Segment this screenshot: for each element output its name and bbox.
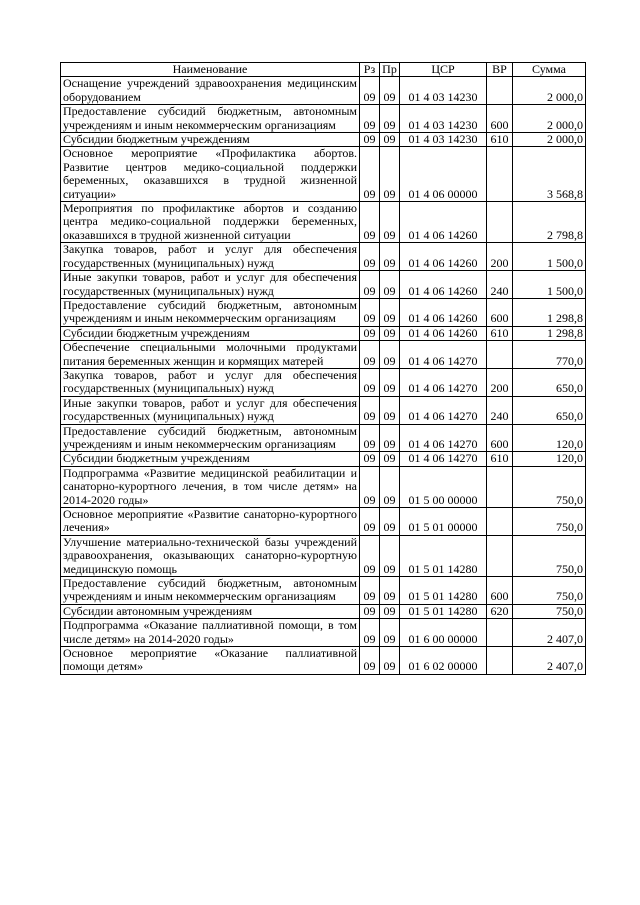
row-pr: 09 xyxy=(380,535,400,576)
row-name: Подпрограмма «Развитие медицинской реабилитации и санаторно-курортного лечения, в том числе детям» на 2014-2020 годы» xyxy=(61,466,360,507)
header-rz: Рз xyxy=(360,63,380,77)
row-sum: 2 407,0 xyxy=(513,647,586,675)
table-row xyxy=(61,466,586,507)
row-name: Предоставление субсидий бюджетным, автономным учреждениям и иным некоммерческим организациям xyxy=(61,105,360,133)
row-pr: 09 xyxy=(380,341,400,369)
row-csr: 01 5 01 00000 xyxy=(400,508,487,536)
row-vr: 200 xyxy=(487,243,513,271)
row-rz: 09 xyxy=(360,105,380,133)
row-pr: 09 xyxy=(380,466,400,507)
row-rz: 09 xyxy=(360,368,380,396)
row-sum: 2 000,0 xyxy=(513,133,586,147)
row-name: Иные закупки товаров, работ и услуг для обеспечения государственных (муниципальных) нужд xyxy=(61,396,360,424)
row-pr: 09 xyxy=(380,147,400,202)
table-row xyxy=(61,452,586,466)
table-row xyxy=(61,535,586,576)
row-csr: 01 4 06 14270 xyxy=(400,341,487,369)
row-rz: 09 xyxy=(360,647,380,675)
row-rz: 09 xyxy=(360,619,380,647)
row-vr: 200 xyxy=(487,368,513,396)
row-name: Предоставление субсидий бюджетным, автономным учреждениям и иным некоммерческим организациям xyxy=(61,424,360,452)
row-sum: 2 000,0 xyxy=(513,105,586,133)
table-row xyxy=(61,77,586,105)
row-csr: 01 4 03 14230 xyxy=(400,77,487,105)
table-row xyxy=(61,647,586,675)
table-header-row xyxy=(61,63,586,77)
row-name: Предоставление субсидий бюджетным, автономным учреждениям и иным некоммерческим организациям xyxy=(61,298,360,326)
row-pr: 09 xyxy=(380,105,400,133)
row-pr: 09 xyxy=(380,243,400,271)
row-name: Подпрограмма «Оказание паллиативной помощи, в том числе детям» на 2014-2020 годы» xyxy=(61,619,360,647)
row-vr: 610 xyxy=(487,133,513,147)
row-pr: 09 xyxy=(380,577,400,605)
row-pr: 09 xyxy=(380,396,400,424)
row-csr: 01 4 06 14270 xyxy=(400,452,487,466)
table-row xyxy=(61,577,586,605)
row-csr: 01 5 01 14280 xyxy=(400,577,487,605)
row-sum: 2 000,0 xyxy=(513,77,586,105)
row-rz: 09 xyxy=(360,396,380,424)
table-row xyxy=(61,341,586,369)
row-rz: 09 xyxy=(360,326,380,340)
table-row xyxy=(61,508,586,536)
table-row xyxy=(61,243,586,271)
row-name: Субсидии автономным учреждениям xyxy=(61,604,360,618)
row-rz: 09 xyxy=(360,133,380,147)
header-vr: ВР xyxy=(487,63,513,77)
table-row xyxy=(61,202,586,243)
row-csr: 01 6 02 00000 xyxy=(400,647,487,675)
row-vr xyxy=(487,466,513,507)
row-rz: 09 xyxy=(360,452,380,466)
row-name: Основное мероприятие «Профилактика абортов. Развитие центров медико-социальной поддержки беременных, оказавшихся в трудной жизненной ситуации» xyxy=(61,147,360,202)
row-name: Обеспечение специальными молочными продуктами питания беременных женщин и кормящих матерей xyxy=(61,341,360,369)
row-csr: 01 4 06 14270 xyxy=(400,396,487,424)
row-rz: 09 xyxy=(360,202,380,243)
row-pr: 09 xyxy=(380,77,400,105)
budget-table xyxy=(60,62,586,675)
row-vr: 610 xyxy=(487,452,513,466)
row-csr: 01 4 06 14260 xyxy=(400,298,487,326)
table-row xyxy=(61,326,586,340)
header-sum: Сумма xyxy=(513,63,586,77)
row-sum: 1 298,8 xyxy=(513,298,586,326)
row-pr: 09 xyxy=(380,508,400,536)
table-row xyxy=(61,298,586,326)
row-vr xyxy=(487,77,513,105)
table-row xyxy=(61,396,586,424)
row-vr: 620 xyxy=(487,604,513,618)
table-row xyxy=(61,271,586,299)
row-name: Закупка товаров, работ и услуг для обеспечения государственных (муниципальных) нужд xyxy=(61,243,360,271)
row-csr: 01 4 06 00000 xyxy=(400,147,487,202)
row-vr: 610 xyxy=(487,326,513,340)
row-csr: 01 4 06 14260 xyxy=(400,326,487,340)
row-csr: 01 4 03 14230 xyxy=(400,105,487,133)
table-row xyxy=(61,368,586,396)
row-rz: 09 xyxy=(360,147,380,202)
row-sum: 2 407,0 xyxy=(513,619,586,647)
row-pr: 09 xyxy=(380,368,400,396)
row-sum: 650,0 xyxy=(513,368,586,396)
row-csr: 01 4 06 14260 xyxy=(400,202,487,243)
row-sum: 3 568,8 xyxy=(513,147,586,202)
row-sum: 1 500,0 xyxy=(513,243,586,271)
row-rz: 09 xyxy=(360,508,380,536)
row-name: Улучшение материально-технической базы учреждений здравоохранения, оказывающих санаторно-курортную медицинскую помощь xyxy=(61,535,360,576)
row-rz: 09 xyxy=(360,604,380,618)
row-vr xyxy=(487,619,513,647)
row-vr: 600 xyxy=(487,577,513,605)
row-pr: 09 xyxy=(380,298,400,326)
row-sum: 1 298,8 xyxy=(513,326,586,340)
row-sum: 750,0 xyxy=(513,508,586,536)
header-name: Наименование xyxy=(61,63,360,77)
row-vr xyxy=(487,147,513,202)
row-pr: 09 xyxy=(380,452,400,466)
row-pr: 09 xyxy=(380,202,400,243)
row-pr: 09 xyxy=(380,424,400,452)
row-csr: 01 4 06 14270 xyxy=(400,368,487,396)
row-sum: 120,0 xyxy=(513,424,586,452)
row-name: Закупка товаров, работ и услуг для обеспечения государственных (муниципальных) нужд xyxy=(61,368,360,396)
row-pr: 09 xyxy=(380,604,400,618)
row-sum: 770,0 xyxy=(513,341,586,369)
table-row xyxy=(61,133,586,147)
row-sum: 750,0 xyxy=(513,577,586,605)
row-sum: 750,0 xyxy=(513,604,586,618)
row-vr xyxy=(487,202,513,243)
row-csr: 01 4 03 14230 xyxy=(400,133,487,147)
row-csr: 01 5 01 14280 xyxy=(400,535,487,576)
row-vr: 240 xyxy=(487,271,513,299)
row-name: Предоставление субсидий бюджетным, автономным учреждениям и иным некоммерческим организациям xyxy=(61,577,360,605)
row-rz: 09 xyxy=(360,424,380,452)
row-pr: 09 xyxy=(380,326,400,340)
row-csr: 01 5 01 14280 xyxy=(400,604,487,618)
row-vr: 600 xyxy=(487,298,513,326)
row-rz: 09 xyxy=(360,466,380,507)
row-sum: 1 500,0 xyxy=(513,271,586,299)
row-csr: 01 4 06 14260 xyxy=(400,243,487,271)
row-name: Мероприятия по профилактике абортов и созданию центра медико-социальной поддержки беременных, оказавшихся в трудной жизненной ситуации xyxy=(61,202,360,243)
table-body xyxy=(61,77,586,674)
row-rz: 09 xyxy=(360,271,380,299)
row-csr: 01 4 06 14270 xyxy=(400,424,487,452)
row-vr xyxy=(487,535,513,576)
table-row xyxy=(61,604,586,618)
row-sum: 2 798,8 xyxy=(513,202,586,243)
row-name: Субсидии бюджетным учреждениям xyxy=(61,133,360,147)
row-vr: 240 xyxy=(487,396,513,424)
table-row xyxy=(61,619,586,647)
row-csr: 01 5 00 00000 xyxy=(400,466,487,507)
row-vr xyxy=(487,647,513,675)
table-row xyxy=(61,147,586,202)
row-csr: 01 4 06 14260 xyxy=(400,271,487,299)
row-rz: 09 xyxy=(360,341,380,369)
row-name: Основное мероприятие «Оказание паллиативной помощи детям» xyxy=(61,647,360,675)
table-row xyxy=(61,105,586,133)
row-name: Оснащение учреждений здравоохранения медицинским оборудованием xyxy=(61,77,360,105)
table-row xyxy=(61,424,586,452)
row-rz: 09 xyxy=(360,535,380,576)
row-sum: 750,0 xyxy=(513,466,586,507)
row-rz: 09 xyxy=(360,243,380,271)
header-pr: Пр xyxy=(380,63,400,77)
row-name: Иные закупки товаров, работ и услуг для обеспечения государственных (муниципальных) нужд xyxy=(61,271,360,299)
row-vr: 600 xyxy=(487,424,513,452)
row-vr xyxy=(487,508,513,536)
row-vr xyxy=(487,341,513,369)
row-sum: 650,0 xyxy=(513,396,586,424)
header-csr: ЦСР xyxy=(400,63,487,77)
row-name: Основное мероприятие «Развитие санаторно-курортного лечения» xyxy=(61,508,360,536)
row-pr: 09 xyxy=(380,619,400,647)
row-pr: 09 xyxy=(380,271,400,299)
row-csr: 01 6 00 00000 xyxy=(400,619,487,647)
row-rz: 09 xyxy=(360,77,380,105)
row-rz: 09 xyxy=(360,298,380,326)
row-name: Субсидии бюджетным учреждениям xyxy=(61,326,360,340)
row-name: Субсидии бюджетным учреждениям xyxy=(61,452,360,466)
row-pr: 09 xyxy=(380,647,400,675)
row-pr: 09 xyxy=(380,133,400,147)
row-sum: 120,0 xyxy=(513,452,586,466)
row-rz: 09 xyxy=(360,577,380,605)
row-sum: 750,0 xyxy=(513,535,586,576)
row-vr: 600 xyxy=(487,105,513,133)
